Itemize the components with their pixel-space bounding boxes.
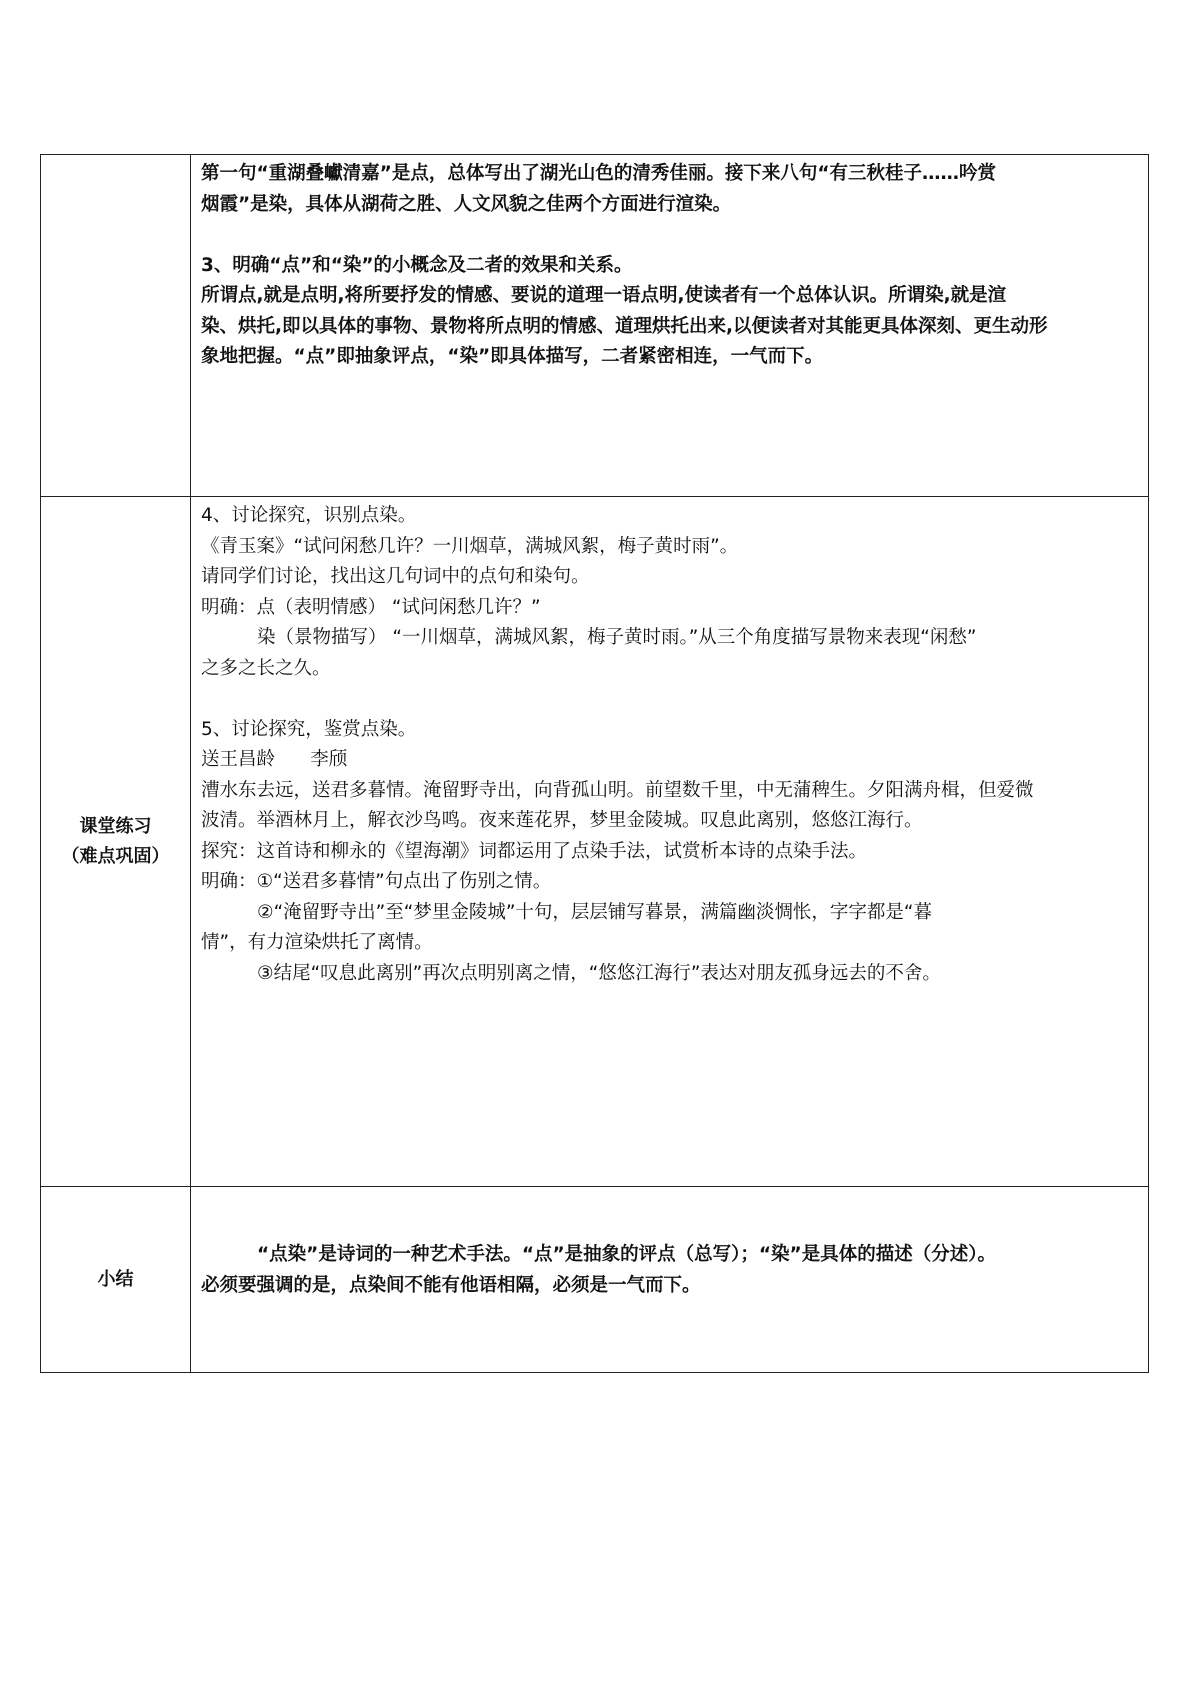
text-line: 染、烘托,即以具体的事物、景物将所点明的情感、道理烘托出来,以便读者对其能更具体深刻、更生动形	[201, 315, 1048, 337]
text-line: 明确：①“送君多暮情”句点出了伤别之情。	[201, 871, 552, 892]
text-line: 烟霞”是染，具体从湖荷之胜、人文风貌之佳两个方面进行渲染。	[201, 193, 732, 215]
row-content-practice	[191, 497, 1149, 1187]
row-label-empty	[41, 155, 191, 497]
section-heading-4: 4、讨论探究，识别点染。	[201, 505, 417, 526]
poem-text: 漕水东去远，送君多暮情。淹留野寺出，向背孤山明。前望数千里，中无蒲稗生。夕阳满舟楫，但爱微	[201, 779, 1034, 801]
text-line: 所谓点,就是点明,将所要抒发的情感、要说的道理一语点明,使读者有一个总体认识。所谓染,就是渲	[201, 285, 1007, 306]
text-line: 象地把握。“点”即抽象评点，“染”即具体描写，二者紧密相连，一气而下。	[201, 346, 824, 367]
section-heading-5: 5、讨论探究，鉴赏点染。	[201, 718, 417, 740]
text-line: ③结尾“叹息此离别”再次点明别离之情，“悠悠江海行”表达对朋友孤身远去的不舍。	[257, 962, 941, 984]
text-line: 染（景物描写） “一川烟草，满城风絮，梅子黄时雨。”从三个角度描写景物来表现“闲愁”	[257, 627, 977, 648]
text-line: 第一句“重湖叠巘清嘉”是点，总体写出了湖光山色的清秀佳丽。接下来八句“有三秋桂子……吟赏	[201, 163, 996, 184]
label-practice: 课堂练习	[79, 815, 152, 837]
poem-text: 波清。举酒林月上，解衣沙鸟鸣。夜来莲花界，梦里金陵城。叹息此离别，悠悠江海行。	[201, 810, 923, 831]
table-row-analysis	[41, 155, 1149, 497]
label-practice-sub: （难点巩固）	[61, 845, 170, 867]
label-summary: 小结	[97, 1268, 134, 1290]
row-label-practice	[41, 497, 191, 1187]
text-line: 《青玉案》“试问闲愁几许？一川烟草，满城风絮，梅子黄时雨”。	[201, 535, 739, 557]
section-heading-3: 3、明确“点”和“染”的小概念及二者的效果和关系。	[201, 254, 633, 276]
table-row-practice	[41, 497, 1149, 1187]
text-line: 情”，有力渲染烘托了离情。	[201, 932, 433, 953]
row-content-summary	[191, 1187, 1149, 1373]
summary-line: 必须要强调的是，点染间不能有他语相隔，必须是一气而下。	[201, 1274, 701, 1296]
poem-title: 送王昌龄 李颀	[201, 749, 348, 770]
text-line: ②“淹留野寺出”至“梦里金陵城”十句，层层铺写暮景，满篇幽淡惆怅，字字都是“暮	[257, 901, 933, 923]
text-line: 请同学们讨论，找出这几句词中的点句和染句。	[201, 566, 590, 587]
text-line: 明确：点（表明情感） “试问闲愁几许？”	[201, 596, 541, 618]
text-line: 之多之长之久。	[201, 657, 331, 679]
summary-line: “点染”是诗词的一种艺术手法。“点”是抽象的评点（总写）；“染”是具体的描述（分述）。	[257, 1244, 996, 1265]
lesson-table	[40, 154, 1149, 1373]
text-line: 探究：这首诗和柳永的《望海潮》词都运用了点染手法，试赏析本诗的点染手法。	[201, 840, 868, 862]
table-row-summary	[41, 1187, 1149, 1373]
row-label-summary	[41, 1187, 191, 1373]
row-content-analysis	[191, 155, 1149, 497]
